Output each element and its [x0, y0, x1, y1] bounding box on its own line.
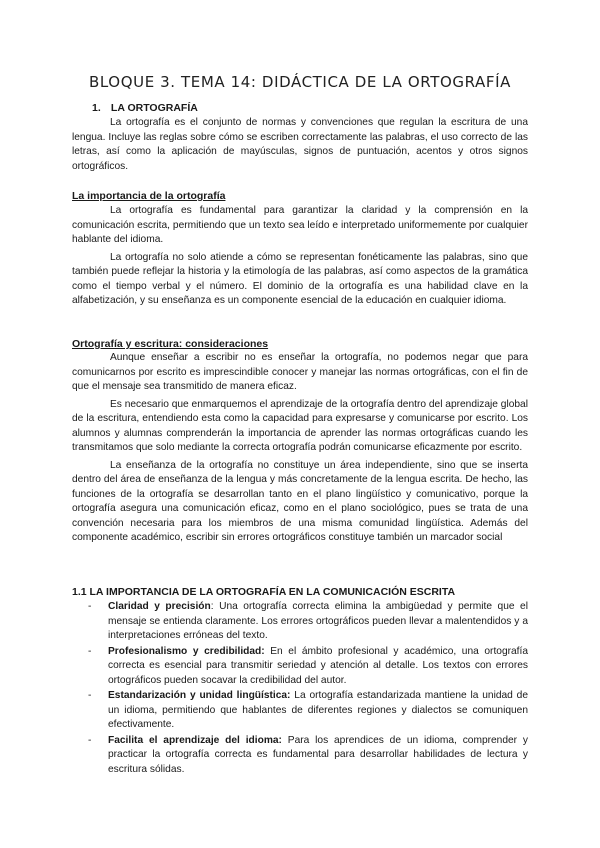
- list-item: [88, 645, 528, 689]
- section-heading-1: [92, 101, 198, 116]
- list-item-text: En el ámbito profesional y académico, una ortografía correcta es esencial para transmitir seriedad y atención al detalle. Los textos con errores ortográficos pueden socavar la credibilidad del autor.: [108, 645, 528, 686]
- list-item-text: Una ortografía correcta elimina la ambigüedad y permite que el mensaje se entienda claramente. Los errores ortográficos pueden llevar a malentendidos y a interpretaciones erróneas del texto.: [108, 601, 528, 641]
- list-item-term: Estandarización y unidad lingüística:: [108, 690, 291, 701]
- list-item-text: La ortografía estandarizada mantiene la unidad de un idioma, permitiendo que hablantes de diferentes regiones y dialectos se comuniquen efectivamente.: [108, 690, 529, 730]
- list-dash: -: [88, 601, 92, 612]
- list-item: [88, 600, 528, 644]
- list-item-term: Profesionalismo y credibilidad:: [108, 645, 265, 657]
- list-dash: -: [88, 690, 92, 701]
- paragraph: La enseñanza de la ortografía no constituye un área independiente, sino que se inserta dentro del área de enseñanza de la lengua y más concretamente de la lengua escrita. De hecho, las funciones de la ortografía se desarrollan tanto en el plano lingüístico y comunicativo, porque la ortografía asegura una comunicación eficaz, como en el plano sociológico, pues se trata de una convención necesaria para los miembros de una misma comunidad lingüística. Además del componente académico, escribir sin errores ortográficos constituye también un marcador social: [72, 459, 528, 543]
- paragraph: Aunque enseñar a escribir no es enseñar la ortografía, no podemos negar que para comunicarnos por escrito es imprescindible conocer y manejar las normas ortográficas, con el fin de que el mensaje sea transmitido de manera eficaz.: [72, 352, 528, 392]
- list-dash: -: [88, 734, 92, 746]
- importancia-body: [72, 204, 528, 309]
- paragraph: Es necesario que enmarquemos el aprendizaje de la ortografía dentro del aprendizaje global de la escritura, entendiendo esta como la capacidad para expresarse y comunicarse por escrito. Los alumnos y alumnas comprenderán la importancia de aprender las normas ortográficas cuando les transmitamos que solo mediante la correcta ortografía podrán comunicarse eficazmente por escrito.: [72, 398, 528, 453]
- page-title: BLOQUE 3. TEMA 14: DIDÁCTICA DE LA ORTOGRAFÍA: [88, 73, 512, 91]
- section-number: 1.: [92, 102, 101, 114]
- list-item-term: Facilita el aprendizaje del idioma:: [108, 734, 282, 746]
- paragraph: La ortografía no solo atiende a cómo se representan fonéticamente las palabras, sino que también puede reflejar la historia y la etimología de las palabras, así como aspectos de la gramática como el tiempo verbal y el número. El dominio de la ortografía es una habilidad clave en la alfabetización, y su enseñanza es un componente esencial de la educación en cualquier idioma.: [72, 251, 528, 306]
- subheading-importancia: La importancia de la ortografía: [72, 190, 226, 202]
- paragraph: La ortografía es el conjunto de normas y convenciones que regulan la escritura de una lengua. Incluye las reglas sobre cómo se escriben correctamente las palabras, el uso correcto de las letras, así como la aplicación de mayúsculas, signos de puntuación, acentos y otros signos ortográficos.: [72, 117, 528, 172]
- list-dash: -: [88, 645, 92, 657]
- list-item-sep: :: [210, 601, 214, 612]
- list-item: [88, 689, 528, 733]
- list-item: [88, 734, 528, 778]
- consideraciones-body: [72, 351, 528, 546]
- section-heading-text: LA ORTOGRAFÍA: [110, 102, 198, 114]
- paragraph: La ortografía es fundamental para garantizar la claridad y la comprensión en la comunicación escrita, permitiendo que un texto sea leído e interpretado uniformemente por cualquier hablante del idioma.: [72, 205, 528, 245]
- subheading-consideraciones: Ortografía y escritura: consideraciones: [72, 338, 269, 350]
- list-item-text: Para los aprendices de un idioma, comprender y practicar la ortografía correcta es fundamental para desarrollar habilidades de lectura y escritura sólidas.: [108, 734, 528, 775]
- section-heading-1-1: 1.1 LA IMPORTANCIA DE LA ORTOGRAFÍA EN LA COMUNICACIÓN ESCRITA: [72, 586, 456, 598]
- list-item-term: Claridad y precisión: [108, 601, 211, 612]
- section-1-body: [72, 116, 528, 174]
- importance-list: [88, 600, 528, 778]
